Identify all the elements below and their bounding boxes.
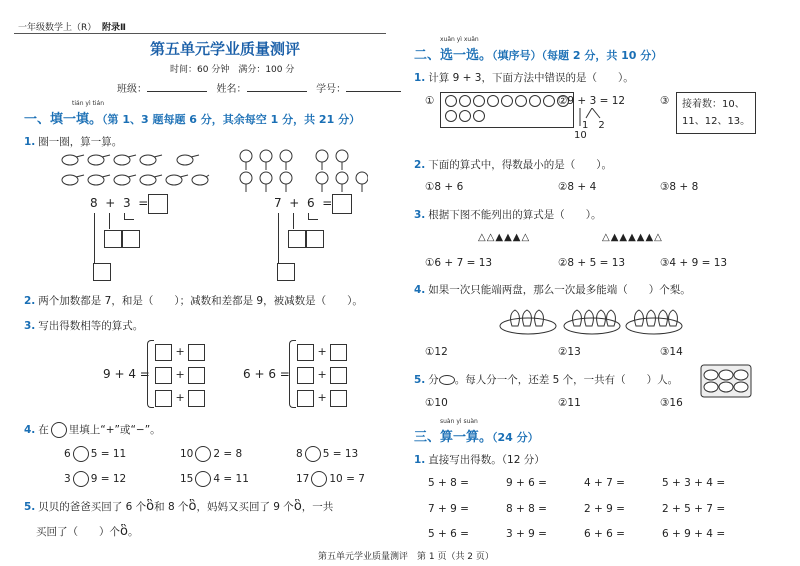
q3-right-brace (289, 340, 296, 408)
calc-item[interactable]: 6 + 6 = (584, 528, 625, 540)
option[interactable]: ②13 (558, 346, 581, 358)
s1-q1: 1. 圈一圈，算一算。 (24, 136, 123, 148)
triangles-right: △▲▲▲▲▲△ (602, 232, 663, 243)
s1-q5-line1: 5. 贝贝的爸爸买回了 6 个ὃ和 8 个ὃ，妈妈又买回了 9 个ὃ，一共 (24, 499, 334, 514)
answer-box[interactable] (332, 194, 352, 214)
answer-box[interactable] (148, 194, 168, 214)
option[interactable]: ③4 + 9 = 13 (660, 257, 728, 269)
section3-heading: 三、算一算。（24 分） (414, 430, 539, 445)
apple-icon: ὃ (146, 499, 155, 514)
s2-q3: 3. 根据下图不能列出的算式是（ ）。 (414, 209, 602, 221)
q4-item: 10 2 = 8 (180, 448, 243, 460)
calc-item[interactable]: 2 + 9 = (584, 503, 625, 515)
calc-item[interactable]: 7 + 9 = (428, 503, 469, 515)
calc-item[interactable]: 5 + 3 + 4 = (662, 477, 726, 489)
calc-item[interactable]: 9 + 6 = (506, 477, 547, 489)
pear-plates-illustration (498, 302, 688, 336)
plate-icon (626, 310, 682, 334)
ten-frame-illustration (440, 92, 574, 128)
option[interactable]: ①10 (425, 397, 448, 409)
s2-q1-opt2: ②9 + 3 = 12 (558, 95, 626, 107)
option[interactable]: ①8 + 6 (425, 181, 464, 193)
calc-item[interactable]: 5 + 6 = (428, 528, 469, 540)
bun-icon (439, 375, 455, 385)
s1-q4: 4. 在 里填上“+”或“−”。 (24, 424, 161, 436)
s2-q1-opt1: ① (425, 95, 435, 107)
q4-item: 17 10 = 7 (296, 473, 365, 485)
split-box[interactable] (306, 230, 324, 248)
option[interactable]: ③8 + 8 (660, 181, 699, 193)
circle-icon (51, 422, 67, 438)
q4-item: 6 5 = 11 (64, 448, 127, 460)
s1-q5-line2: 买回了（ ）个ὃ。 (36, 524, 139, 539)
section3-pinyin: suàn yì suàn (440, 418, 478, 425)
pinwheel-icon (240, 150, 252, 170)
section2-pinyin: xuǎn yì xuǎn (440, 36, 479, 43)
q4-item: 3 9 = 12 (64, 473, 127, 485)
bun-tray-illustration (700, 364, 752, 398)
q3-right-boxes: + + + (297, 340, 347, 409)
s2-q1-opt3: ③ (660, 95, 670, 107)
q3-left-boxes: + + + (155, 340, 205, 409)
pinwheels-illustration-right (238, 148, 368, 194)
apple-icon: ὃ (120, 524, 128, 539)
calc-item[interactable]: 8 + 8 = (506, 503, 547, 515)
option[interactable]: ③14 (660, 346, 683, 358)
q4-item: 15 4 = 11 (180, 473, 249, 485)
q4-item: 8 5 = 13 (296, 448, 359, 460)
book-tag: 一年级数学上（R） 附录Ⅱ (18, 23, 126, 33)
triangles-left: △△▲▲▲△ (478, 232, 531, 243)
split-box[interactable] (122, 230, 140, 248)
section1-pinyin: tián yì tián (72, 100, 105, 107)
plate-icon (500, 310, 556, 334)
s2-q1: 1. 计算 9 + 3，下面方法中错误的是（ ）。 (414, 72, 634, 84)
calc-item[interactable]: 2 + 5 + 7 = (662, 503, 726, 515)
section1-heading: 一、填一填。（第 1、3 题每题 6 分，其余每空 1 分，共 21 分） (24, 112, 361, 127)
time-info: 时间：60 分钟 满分：100 分 (170, 65, 295, 75)
student-info: 班级： 姓名： 学号： (117, 80, 401, 95)
plate-icon (564, 310, 620, 334)
s2-q4: 4. 如果一次只能端两盘，那么一次最多能端（ ）个梨。 (414, 284, 691, 296)
page-title: 第五单元学业质量测评 (150, 40, 301, 58)
answer-box[interactable] (277, 263, 295, 281)
s2-q1-opt2-ten: 10 (574, 130, 587, 141)
apple-icon: ὃ (188, 499, 197, 514)
q1-right-equation: 7 + 6 = (274, 196, 333, 210)
s2-q1-opt2-split: 1 2 (582, 120, 605, 131)
option[interactable]: ③16 (660, 397, 683, 409)
calc-item[interactable]: 3 + 9 = (506, 528, 547, 540)
header-rule (14, 33, 386, 34)
whistle-icon (62, 155, 84, 165)
calc-item[interactable]: 6 + 9 + 4 = (662, 528, 726, 540)
q1-left-equation: 8 + 3 = (90, 196, 149, 210)
option[interactable]: ②8 + 4 (558, 181, 597, 193)
section2-heading: 二、选一选。（填序号）（每题 2 分，共 10 分） (414, 48, 663, 63)
q3-left-expr: 9 + 4 = (103, 367, 150, 381)
split-box[interactable] (288, 230, 306, 248)
s3-q1: 1. 直接写出得数。（12 分） (414, 454, 545, 466)
counting-note-box: 接着数：10、 11、12、13。 (676, 92, 756, 134)
calc-item[interactable]: 4 + 7 = (584, 477, 625, 489)
page-footer: 第五单元学业质量测评 第 1 页（共 2 页） (318, 552, 494, 562)
s2-q2: 2. 下面的算式中，得数最小的是（ ）。 (414, 159, 613, 171)
answer-box[interactable] (93, 263, 111, 281)
s1-q3: 3. 写出得数相等的算式。 (24, 320, 144, 332)
calc-item[interactable]: 5 + 8 = (428, 477, 469, 489)
option[interactable]: ①6 + 7 = 13 (425, 257, 493, 269)
q3-left-brace (147, 340, 154, 408)
q3-right-expr: 6 + 6 = (243, 367, 290, 381)
option[interactable]: ①12 (425, 346, 448, 358)
whistles-illustration-left (60, 150, 210, 192)
split-box[interactable] (104, 230, 122, 248)
s2-q5: 5. 分 。每人分一个，还差 5 个，一共有（ ）人。 (414, 374, 679, 386)
option[interactable]: ②8 + 5 = 13 (558, 257, 626, 269)
s1-q2: 2. 两个加数都是 7，和是（ ）；减数和差都是 9，被减数是（ ）。 (24, 295, 363, 307)
apple-icon: ὃ (293, 499, 302, 514)
option[interactable]: ②11 (558, 397, 581, 409)
